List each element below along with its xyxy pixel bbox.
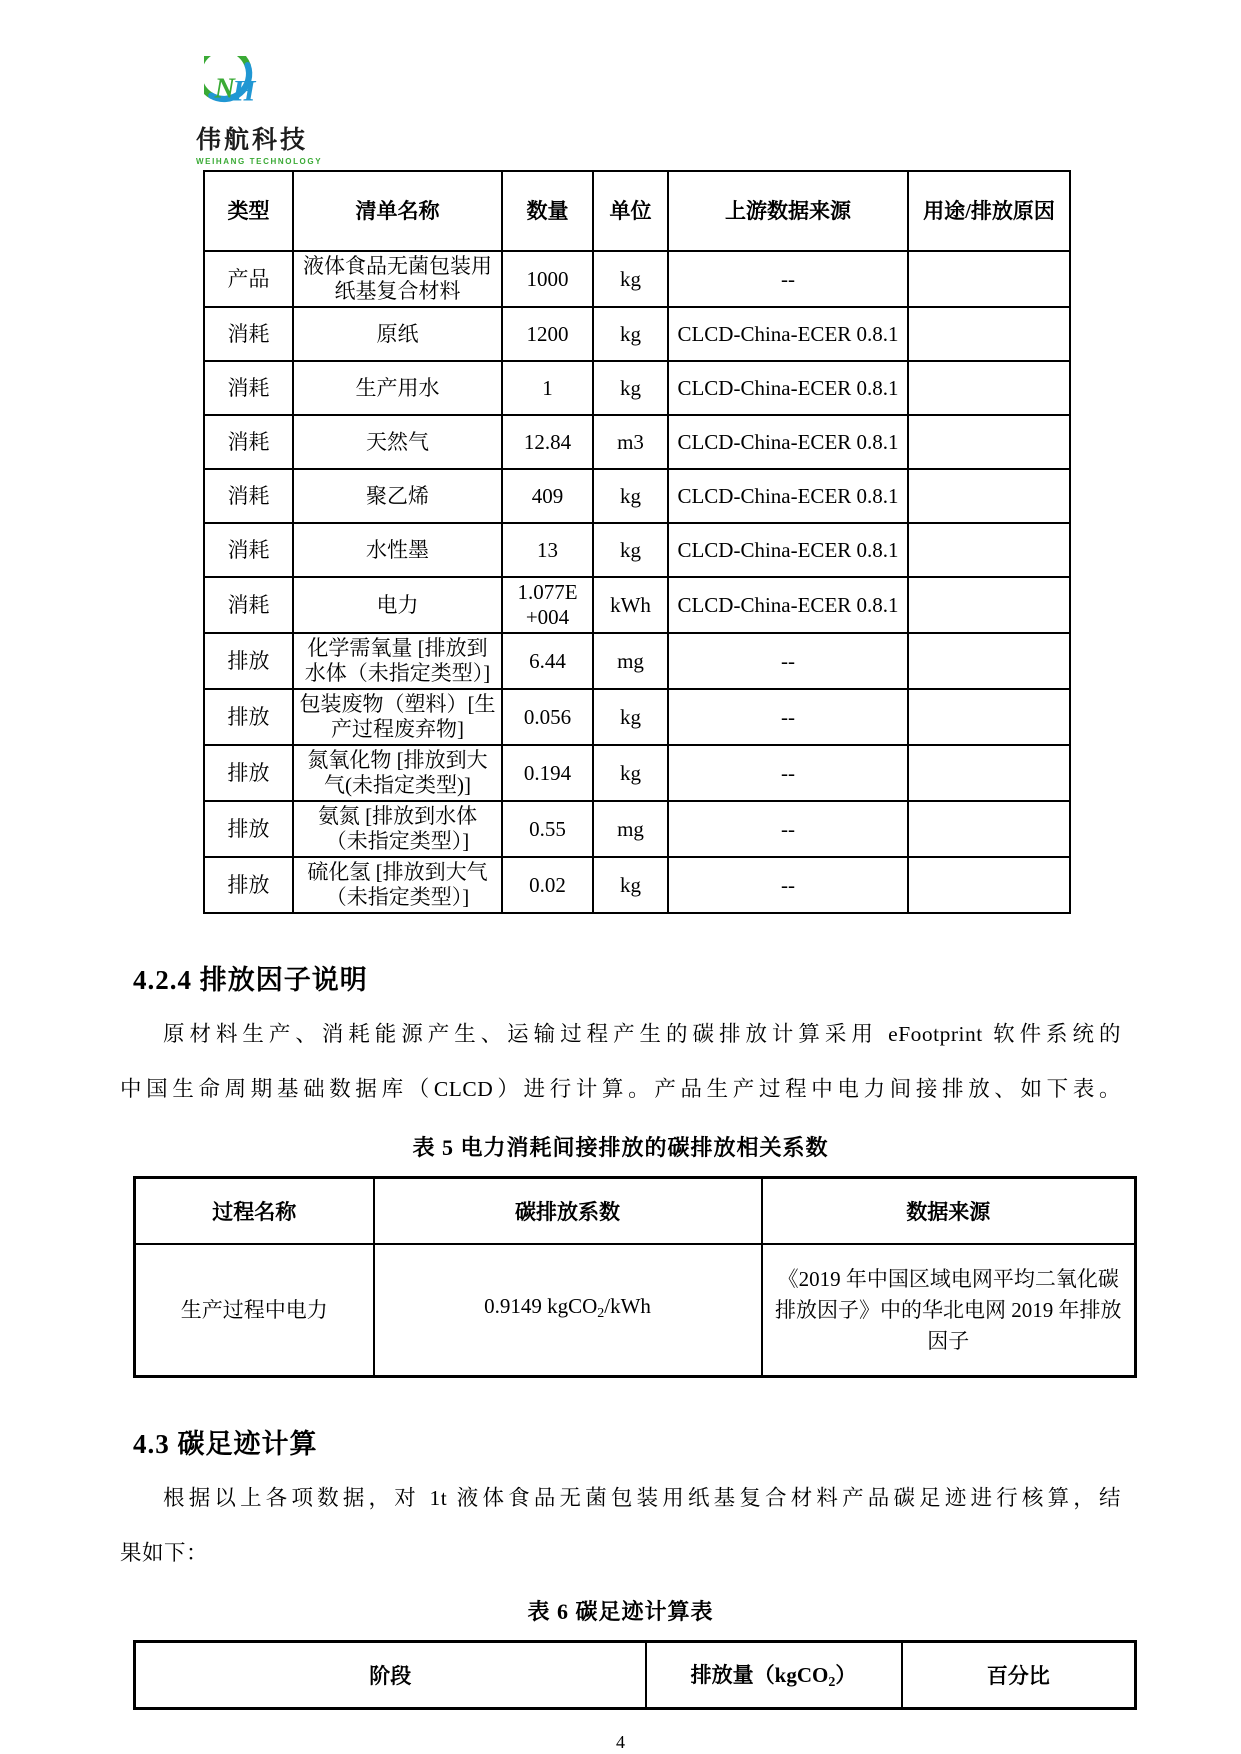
cell-unit: kWh xyxy=(593,577,668,633)
cell-quantity: 0.02 xyxy=(502,857,593,913)
cell-purpose xyxy=(908,633,1070,689)
cell-name: 生产用水 xyxy=(293,361,502,415)
col-header-data-source: 数据来源 xyxy=(762,1178,1136,1245)
table-row xyxy=(204,307,1070,361)
table-row xyxy=(204,361,1070,415)
cell-type: 消耗 xyxy=(204,523,293,577)
footprint-calc-table xyxy=(133,1640,1137,1710)
cell-purpose xyxy=(908,745,1070,801)
cell-source: CLCD-China-ECER 0.8.1 xyxy=(668,307,908,361)
cell-name: 原纸 xyxy=(293,307,502,361)
cell-type: 消耗 xyxy=(204,469,293,523)
cell-quantity: 13 xyxy=(502,523,593,577)
cell-type: 排放 xyxy=(204,801,293,857)
paragraph-43 xyxy=(120,1471,1121,1581)
cell-quantity: 0.55 xyxy=(502,801,593,857)
table-row xyxy=(204,745,1070,801)
electricity-factor-table xyxy=(133,1176,1137,1378)
coefficient-text: 0.9149 kgCO xyxy=(484,1294,598,1318)
table-row xyxy=(204,689,1070,745)
cell-name: 氨氮 [排放到水体（未指定类型）] xyxy=(293,801,502,857)
cell-source: -- xyxy=(668,857,908,913)
cell-source: -- xyxy=(668,745,908,801)
cell-type: 排放 xyxy=(204,857,293,913)
cell-name: 包装废物（塑料）[生产过程废弃物] xyxy=(293,689,502,745)
cell-unit: kg xyxy=(593,469,668,523)
cell-unit: kg xyxy=(593,745,668,801)
cell-quantity: 1.077E +004 xyxy=(502,577,593,633)
col-header-percent: 百分比 xyxy=(902,1642,1136,1709)
cell-name: 天然气 xyxy=(293,415,502,469)
table-row xyxy=(204,801,1070,857)
cell-quantity: 12.84 xyxy=(502,415,593,469)
table5-header-row xyxy=(135,1178,1136,1245)
cell-quantity: 0.194 xyxy=(502,745,593,801)
cell-purpose xyxy=(908,857,1070,913)
cell-name: 电力 xyxy=(293,577,502,633)
paragraph-line: 中国生命周期基础数据库（CLCD）进行计算。产品生产过程中电力间接排放、如下表。 xyxy=(120,1077,1121,1101)
cell-unit: kg xyxy=(593,251,668,307)
cell-type: 消耗 xyxy=(204,577,293,633)
cell-purpose xyxy=(908,577,1070,633)
table5-caption: 表 5 电力消耗间接排放的碳排放相关系数 xyxy=(412,1135,829,1160)
col-header-name: 清单名称 xyxy=(293,171,502,251)
cell-source: CLCD-China-ECER 0.8.1 xyxy=(668,523,908,577)
cell-name: 聚乙烯 xyxy=(293,469,502,523)
cell-source: -- xyxy=(668,801,908,857)
table-row xyxy=(204,633,1070,689)
coefficient-subscript: 2 xyxy=(597,1306,605,1321)
cell-name: 化学需氧量 [排放到水体（未指定类型）] xyxy=(293,633,502,689)
cell-purpose xyxy=(908,307,1070,361)
cell-source: -- xyxy=(668,251,908,307)
cell-purpose xyxy=(908,801,1070,857)
cell-purpose xyxy=(908,689,1070,745)
table-row xyxy=(204,577,1070,633)
cell-unit: kg xyxy=(593,689,668,745)
col-header-stage: 阶段 xyxy=(135,1642,646,1709)
table6-header-row xyxy=(135,1642,1136,1709)
col-header-source: 上游数据来源 xyxy=(668,171,908,251)
page-number: 4 xyxy=(616,1732,625,1752)
cell-type: 消耗 xyxy=(204,415,293,469)
cell-coefficient xyxy=(374,1244,762,1377)
document-content xyxy=(120,170,1121,1753)
cell-type: 排放 xyxy=(204,633,293,689)
col-header-quantity: 数量 xyxy=(502,171,593,251)
cell-quantity: 6.44 xyxy=(502,633,593,689)
cell-quantity: 1000 xyxy=(502,251,593,307)
cell-unit: kg xyxy=(593,523,668,577)
section-heading-424: 4.2.4 排放因子说明 xyxy=(133,965,368,995)
cell-type: 产品 xyxy=(204,251,293,307)
section-heading-43: 4.3 碳足迹计算 xyxy=(133,1429,318,1459)
table-row xyxy=(204,251,1070,307)
emission-header-close: ） xyxy=(835,1663,857,1687)
col-header-unit: 单位 xyxy=(593,171,668,251)
cell-source: -- xyxy=(668,689,908,745)
weihang-logo-icon xyxy=(204,56,266,118)
cell-unit: kg xyxy=(593,307,668,361)
paragraph-line: 根据以上各项数据，对 1t 液体食品无菌包装用纸基复合材料产品碳足迹进行核算，结 xyxy=(163,1486,1121,1510)
cell-quantity: 1200 xyxy=(502,307,593,361)
cell-quantity: 0.056 xyxy=(502,689,593,745)
cell-data-source: 《2019 年中国区域电网平均二氧化碳排放因子》中的华北电网 2019 年排放因子 xyxy=(762,1244,1136,1377)
cell-purpose xyxy=(908,251,1070,307)
cell-source: CLCD-China-ECER 0.8.1 xyxy=(668,469,908,523)
cell-purpose xyxy=(908,523,1070,577)
inventory-table xyxy=(203,170,1071,914)
cell-process: 生产过程中电力 xyxy=(135,1244,374,1377)
cell-unit: kg xyxy=(593,361,668,415)
cell-purpose xyxy=(908,415,1070,469)
cell-unit: mg xyxy=(593,801,668,857)
table-row xyxy=(204,857,1070,913)
table-row xyxy=(135,1244,1136,1377)
cell-source: CLCD-China-ECER 0.8.1 xyxy=(668,577,908,633)
cell-quantity: 1 xyxy=(502,361,593,415)
cell-type: 排放 xyxy=(204,689,293,745)
table6-caption: 表 6 碳足迹计算表 xyxy=(527,1599,714,1624)
cell-type: 消耗 xyxy=(204,361,293,415)
col-header-emission xyxy=(646,1642,902,1709)
paragraph-line: 原材料生产、消耗能源产生、运输过程产生的碳排放计算采用 eFootprint 软件系统的 xyxy=(163,1022,1121,1046)
col-header-process: 过程名称 xyxy=(135,1178,374,1245)
cell-name: 液体食品无菌包装用纸基复合材料 xyxy=(293,251,502,307)
cell-purpose xyxy=(908,361,1070,415)
cell-name: 硫化氢 [排放到大气（未指定类型）] xyxy=(293,857,502,913)
emission-header-subscript: 2 xyxy=(828,1675,836,1690)
paragraph-line: 果如下： xyxy=(120,1541,209,1565)
cell-source: CLCD-China-ECER 0.8.1 xyxy=(668,361,908,415)
col-header-coefficient: 碳排放系数 xyxy=(374,1178,762,1245)
cell-type: 排放 xyxy=(204,745,293,801)
col-header-type: 类型 xyxy=(204,171,293,251)
cell-name: 氮氧化物 [排放到大气(未指定类型)] xyxy=(293,745,502,801)
cell-unit: mg xyxy=(593,633,668,689)
cell-unit: m3 xyxy=(593,415,668,469)
cell-type: 消耗 xyxy=(204,307,293,361)
inventory-header-row xyxy=(204,171,1070,251)
cell-name: 水性墨 xyxy=(293,523,502,577)
col-header-purpose: 用途/排放原因 xyxy=(908,171,1070,251)
cell-source: -- xyxy=(668,633,908,689)
table-row xyxy=(204,523,1070,577)
table-row xyxy=(204,469,1070,523)
emission-header-text: 排放量（kgCO xyxy=(690,1663,829,1687)
cell-source: CLCD-China-ECER 0.8.1 xyxy=(668,415,908,469)
cell-unit: kg xyxy=(593,857,668,913)
company-logo xyxy=(196,56,336,166)
coefficient-unit: /kWh xyxy=(604,1294,651,1318)
table-row xyxy=(204,415,1070,469)
logo-letter-h: H xyxy=(232,74,256,108)
company-name-en: WEIHANG TECHNOLOGY xyxy=(196,157,323,166)
cell-purpose xyxy=(908,469,1070,523)
cell-quantity: 409 xyxy=(502,469,593,523)
logo-letter-n: N xyxy=(214,73,235,105)
company-name-cn: 伟航科技 xyxy=(196,126,309,154)
paragraph-424 xyxy=(120,1007,1121,1117)
